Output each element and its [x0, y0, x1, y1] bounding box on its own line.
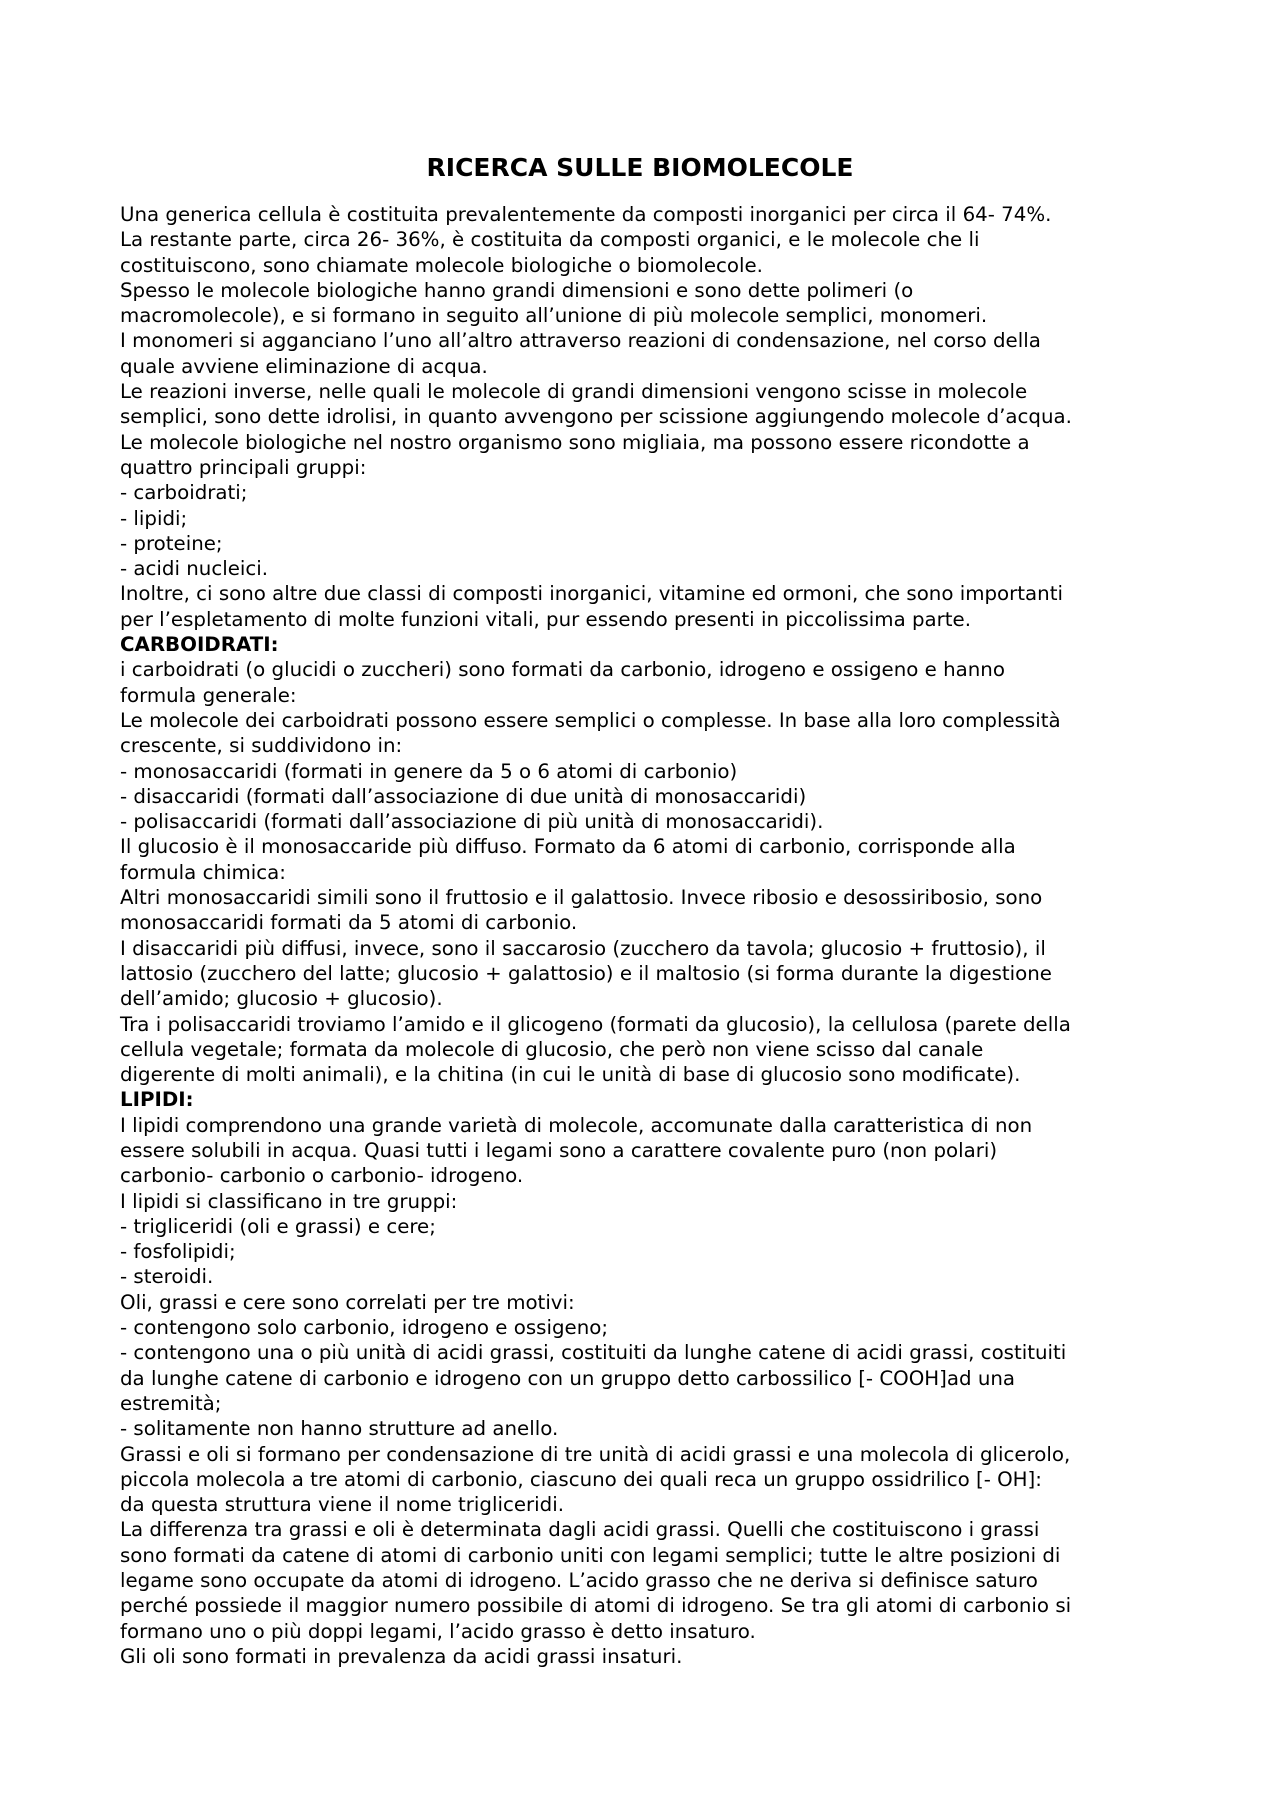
text-line: Gli oli sono formati in prevalenza da acidi grassi insaturi. — [120, 1644, 683, 1668]
text-line: Le molecole dei carboidrati possono essere semplici o complesse. In base alla loro complessità — [120, 708, 1061, 732]
text-line: digerente di molti animali), e la chitina (in cui le unità di base di glucosio sono modificate). — [120, 1063, 1021, 1087]
text-line: per l’espletamento di molte funzioni vitali, pur essendo presenti in piccolissima parte. — [120, 607, 971, 631]
text-line: - fosfolipidi; — [120, 1240, 236, 1264]
text-line: formano uno o più doppi legami, l’acido grasso è detto insaturo. — [120, 1619, 756, 1643]
text-line: da lunghe catene di carbonio e idrogeno con un gruppo detto carbossilico [- COOH]ad una — [120, 1366, 1016, 1390]
text-line: - disaccaridi (formati dall’associazione di due unità di monosaccaridi) — [120, 784, 807, 808]
text-line: macromolecole), e si formano in seguito all’unione di più molecole semplici, monomeri. — [120, 304, 988, 328]
text-line: - acidi nucleici. — [120, 557, 269, 581]
text-line: essere solubili in acqua. Quasi tutti i legami sono a carattere covalente puro (non polari) — [120, 1138, 998, 1162]
text-line: - steroidi. — [120, 1265, 214, 1289]
text-line: Inoltre, ci sono altre due classi di composti inorganici, vitamine ed ormoni, che sono importanti — [120, 582, 1063, 606]
text-line: Una generica cellula è costituita prevalentemente da composti inorganici per circa il 64- 74%. — [120, 203, 1052, 226]
text-line: - solitamente non hanno strutture ad anello. — [120, 1417, 559, 1441]
document-body — [120, 202, 1180, 1669]
text-line: I lipidi si classificano in tre gruppi: — [120, 1189, 458, 1213]
text-line: - polisaccaridi (formati dall’associazione di più unità di monosaccaridi). — [120, 810, 824, 834]
text-line: costituiscono, sono chiamate molecole biologiche o biomolecole. — [120, 253, 763, 277]
text-line: quattro principali gruppi: — [120, 455, 367, 479]
text-line: estremità; — [120, 1391, 222, 1415]
text-line: quale avviene eliminazione di acqua. — [120, 354, 488, 378]
text-line: da questa struttura viene il nome trigliceridi. — [120, 1493, 564, 1517]
text-line: I monomeri si agganciano l’uno all’altro attraverso reazioni di condensazione, nel corso della — [120, 329, 1041, 353]
text-line: Il glucosio è il monosaccaride più diffuso. Formato da 6 atomi di carbonio, corrisponde alla — [120, 835, 1016, 859]
text-line: perché possiede il maggior numero possibile di atomi di idrogeno. Se tra gli atomi di carbonio si — [120, 1594, 1072, 1618]
text-line: Oli, grassi e cere sono correlati per tre motivi: — [120, 1290, 575, 1314]
text-line: Tra i polisaccaridi troviamo l’amido e il glicogeno (formati da glucosio), la cellulosa (parete della — [120, 1012, 1071, 1036]
text-line: - carboidrati; — [120, 481, 248, 505]
text-line: - trigliceridi (oli e grassi) e cere; — [120, 1214, 436, 1238]
text-line: La differenza tra grassi e oli è determinata dagli acidi grassi. Quelli che costituiscono i grassi — [120, 1518, 1040, 1542]
text-line: dell’amido; glucosio + glucosio). — [120, 987, 443, 1011]
text-line: semplici, sono dette idrolisi, in quanto avvengono per scissione aggiungendo molecole d’acqua. — [120, 405, 1072, 429]
text-line: Grassi e oli si formano per condensazione di tre unità di acidi grassi e una molecola di glicerolo, — [120, 1442, 1071, 1466]
section-heading: CARBOIDRATI: — [120, 633, 279, 657]
text-line: La restante parte, circa 26- 36%, è costituita da composti organici, e le molecole che li — [120, 228, 980, 252]
text-line: formula generale: — [120, 683, 297, 707]
text-line: - lipidi; — [120, 506, 188, 530]
text-line: crescente, si suddividono in: — [120, 734, 403, 758]
text-line: Le molecole biologiche nel nostro organismo sono migliaia, ma possono essere ricondotte a — [120, 430, 1030, 454]
text-line: sono formati da catene di atomi di carbonio uniti con legami semplici; tutte le altre posizioni di — [120, 1543, 1061, 1567]
text-line: - proteine; — [120, 531, 223, 555]
text-line: formula chimica: — [120, 860, 286, 884]
text-line: - contengono solo carbonio, idrogeno e ossigeno; — [120, 1316, 608, 1340]
text-line: Spesso le molecole biologiche hanno grandi dimensioni e sono dette polimeri (o — [120, 278, 914, 302]
text-line: - monosaccaridi (formati in genere da 5 o 6 atomi di carbonio) — [120, 759, 738, 783]
text-line: lattosio (zucchero del latte; glucosio + galattosio) e il maltosio (si forma durante la digestione — [120, 961, 1052, 985]
page-title: RICERCA SULLE BIOMOLECOLE — [426, 153, 854, 182]
text-line: carbonio- carbonio o carbonio- idrogeno. — [120, 1164, 524, 1188]
text-line: Le reazioni inverse, nelle quali le molecole di grandi dimensioni vengono scisse in molecole — [120, 380, 1028, 404]
text-line: I lipidi comprendono una grande varietà di molecole, accomunate dalla caratteristica di non — [120, 1113, 1033, 1137]
text-line: monosaccaridi formati da 5 atomi di carbonio. — [120, 911, 578, 935]
text-line: - contengono una o più unità di acidi grassi, costituiti da lunghe catene di acidi grassi, costituiti — [120, 1341, 1067, 1365]
text-line: i carboidrati (o glucidi o zuccheri) sono formati da carbonio, idrogeno e ossigeno e hanno — [120, 658, 1005, 682]
text-line: legame sono occupate da atomi di idrogeno. L’acido grasso che ne deriva si definisce saturo — [120, 1569, 1038, 1593]
section-heading: LIPIDI: — [120, 1088, 194, 1112]
text-line: I disaccaridi più diffusi, invece, sono il saccarosio (zucchero da tavola; glucosio + fruttosio), il — [120, 936, 1046, 960]
text-line: Altri monosaccaridi simili sono il fruttosio e il galattosio. Invece ribosio e desossiribosio, sono — [120, 886, 1043, 910]
text-line: piccola molecola a tre atomi di carbonio, ciascuno dei quali reca un gruppo ossidrilico [- OH]: — [120, 1467, 1042, 1491]
text-line: cellula vegetale; formata da molecole di glucosio, che però non viene scisso dal canale — [120, 1037, 984, 1061]
